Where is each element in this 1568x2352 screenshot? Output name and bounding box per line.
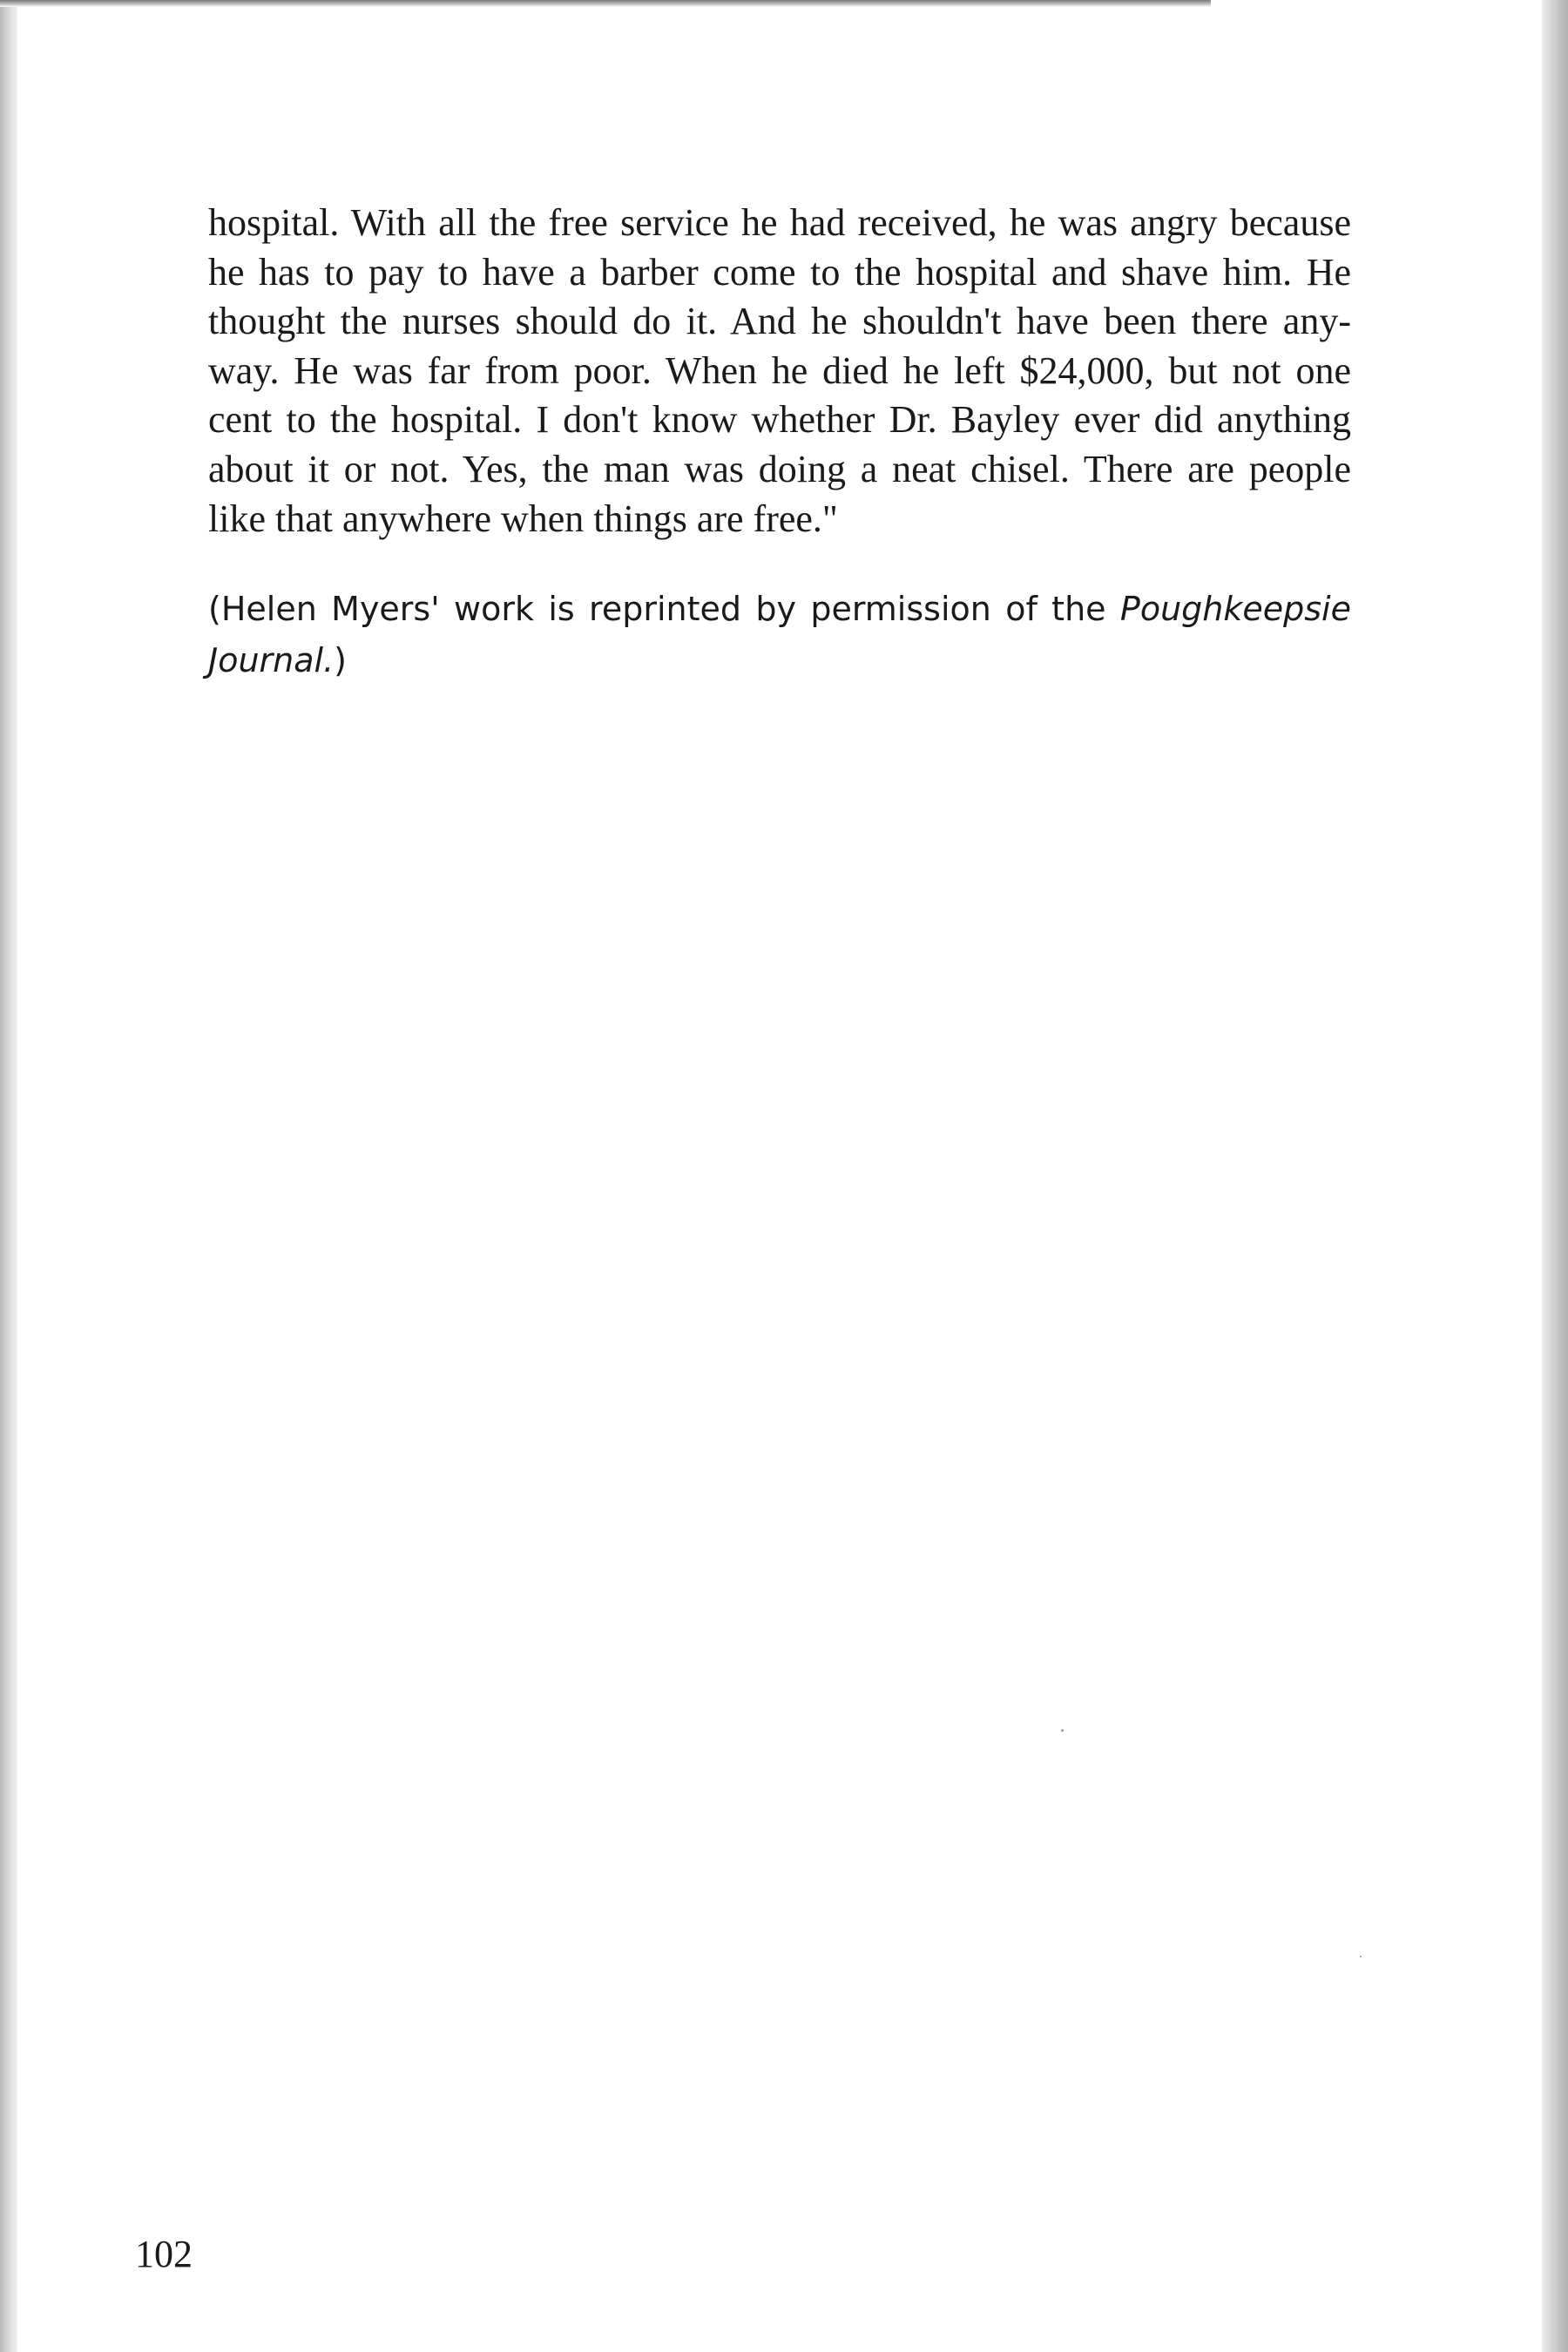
scan-speck [1061, 1729, 1064, 1732]
body-line: cent to the hospital. I don't know whether Dr. Bayley ever did anything [208, 398, 1351, 442]
body-line: like that anywhere when things are free." [208, 497, 838, 540]
credit-line-1 [208, 584, 1351, 635]
credit-line-2 [208, 635, 1351, 686]
credit-prefix: (Helen Myers' work is reprinted by permission of the [208, 590, 1106, 628]
body-line: hospital. With all the free service he had received, he was angry because [208, 201, 1351, 244]
credit-suffix: ) [334, 641, 347, 679]
body-line: thought the nurses should do it. And he shouldn't have been there any- [208, 300, 1351, 343]
body-paragraph [208, 199, 1351, 544]
page-left-edge-shadow [0, 0, 17, 2352]
body-line: he has to pay to have a barber come to the hospital and shave him. He [208, 250, 1351, 294]
page-number: 102 [135, 2233, 193, 2275]
reprint-credit [208, 584, 1351, 686]
body-line: about it or not. Yes, the man was doing a neat chisel. There are people [208, 447, 1351, 490]
scan-speck [1360, 1956, 1362, 1957]
page-right-edge-shadow [1542, 0, 1568, 2352]
body-line: way. He was far from poor. When he died he left $24,000, but not one [208, 348, 1351, 392]
journal-name-part2: Journal. [208, 641, 335, 679]
page-top-edge-shadow [0, 0, 1211, 7]
journal-name-part1: Poughkeepsie [1119, 590, 1351, 628]
